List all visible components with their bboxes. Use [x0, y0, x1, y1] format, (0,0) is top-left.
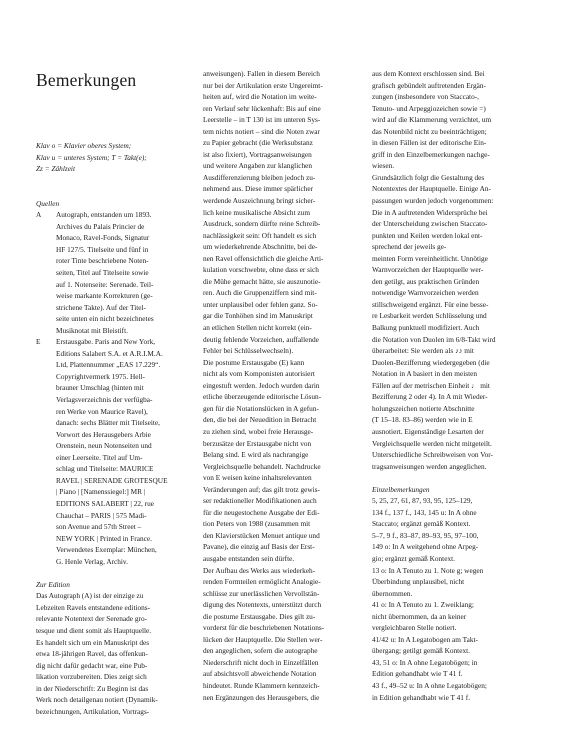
body-text-line: wird auf die Klammerung verzichtet, um: [372, 115, 492, 125]
body-text-line: berzusätze der Erstausgabe nicht von: [203, 438, 312, 448]
body-text-line: unter unplausibel oder fehlen ganz. So-: [203, 299, 318, 309]
source-e-line: Ltd, Plattennummer „EAS 17.229“.: [56, 360, 161, 370]
body-text-line: ser redaktioneller Modifikationen auch: [203, 496, 317, 506]
body-text-line: ausnotiert. Eigenständige Lesarten der: [372, 426, 484, 436]
body-text-line: Der Aufbau des Werks aus wiederkeh-: [203, 565, 316, 575]
body-text-line: den angeglichen, sofern die autographe: [203, 646, 318, 656]
body-text-line: ren. Auch die Gruppenziffern sind mit-: [203, 288, 317, 298]
source-e-line: Orenstein, neun Notenseiten und: [56, 441, 152, 451]
einzel-remark-line: übergang; getilgt gemäß Kontext.: [372, 646, 470, 656]
source-e-line: Erstausgabe. Paris and New York,: [56, 337, 156, 347]
edition-text-line: in der Niederschrift: Zu Beginn ist das: [36, 683, 149, 693]
body-text-line: passungen wurden jedoch vorgenommen:: [372, 196, 494, 206]
source-e-line: Verwendetes Exemplar: München,: [56, 545, 157, 555]
body-text-line: deutig fehlende Vorzeichen, auffallende: [203, 334, 319, 344]
body-text-line: um wiederkehrende Abschnitte, bei de-: [203, 242, 318, 252]
einzel-remark-line: 5–7, 9 f., 83–87, 89–93, 95, 97–100,: [372, 530, 479, 540]
source-e-entry: [36, 336, 194, 567]
body-text-line: kulation vorschwebte, ohne dass er sich: [203, 265, 319, 275]
body-text-line: die postume Erstausgabe. Dies gilt zu-: [203, 611, 316, 621]
source-e-line: brauner Umschlag (hinten mit: [56, 383, 144, 393]
legend-line: Klav u = unteres System; T = Takt(e);: [36, 152, 147, 162]
body-text-line: tem nichts notiert – sind die Noten zwar: [203, 126, 320, 136]
legend-line: Zz = Zählzeit: [36, 164, 75, 174]
edition-text-line: likation vorzubereiten. Dies zeigt sich: [36, 672, 147, 682]
body-text-line: die Notation von Duolen im 6/8-Takt wird: [372, 334, 496, 344]
source-e-line: ren Werke von Maurice Ravel),: [56, 406, 148, 416]
body-text-line: Balkung punktuell modifiziert. Auch: [372, 323, 480, 333]
body-text-line: Unterschiedliche Schreibweisen von Vor-: [372, 450, 493, 460]
source-e-line: | Piano | [Namenssiegel:] MR |: [56, 487, 146, 497]
body-text-line: Notation in A basiert in den meisten: [372, 369, 477, 379]
body-text-line: Vergleichsquelle werden nicht mitgeteilt.: [372, 438, 492, 448]
edition-text-line: bezeichnungen, Artikulation, Vortrags-: [36, 706, 150, 716]
body-text-line: nachlässigkeit sein: Oft handelt es sich: [203, 230, 317, 240]
body-text-line: schlüsse zur unerlässlichen Vervollstän-: [203, 588, 320, 598]
body-text-line: grafisch gebündelt auftretenden Ergän-: [372, 80, 486, 90]
body-text-line: Pavane), die einzig auf Basis der Erst-: [203, 542, 315, 552]
body-text-line: lücken der Hauptquelle. Die Stellen wer-: [203, 634, 323, 644]
body-text-line: nehmend aus. Diese immer spärlicher: [203, 184, 314, 194]
body-text-line: Veränderungen auf; das gilt trotz gewis-: [203, 484, 320, 494]
body-text-line: holungszeichen notierte Abschnitte: [372, 403, 475, 413]
body-text-line: zungen (insbesondere von Staccato-,: [372, 92, 479, 102]
body-text-line: nur bei der Artikulation erste Ungereimt-: [203, 80, 323, 90]
einzel-remark-line: übernommen.: [372, 588, 413, 598]
body-text-line: aus dem Kontext erschlossen sind. Bei: [372, 69, 485, 78]
body-text-line: und weitere Angaben zur klanglichen: [203, 161, 313, 171]
source-e-line: danach: sechs Blätter mit Titelseite,: [56, 418, 160, 428]
source-e-line: NEW YORK | Printed in France.: [56, 533, 152, 543]
edition-text-line: Lebzeiten Ravels entstandene editions-: [36, 602, 151, 612]
einzel-remark-line: 5, 25, 27, 61, 87, 93, 95, 125–129,: [372, 496, 473, 506]
body-text-line: Warnvorzeichen der Hauptquelle wer-: [372, 265, 484, 275]
source-e-line: Vorwort des Herausgebers Arbie: [56, 429, 151, 439]
edition-text-line: dig nicht dafür gedacht war, eine Pub-: [36, 660, 148, 670]
body-text-line: vorderst für die beschriebenen Notations-: [203, 623, 325, 633]
body-text-line: hindeutet. Runde Klammern kennzeich-: [203, 680, 320, 690]
body-text-line: re Lesbarkeit werden Schlüsselung und: [372, 311, 487, 321]
body-text-line: von E weisen keine inhaltsrelevanten: [203, 473, 312, 483]
einzel-remark-line: 43, 51 o: In A ohne Legatobögen; in: [372, 657, 478, 667]
body-text-line: ren Verlauf sehr lückenhaft: Bis auf eine: [203, 103, 321, 113]
edition-text-line: Werk noch detailgenau notiert (Dynamik-: [36, 695, 158, 705]
source-a-line: roter Tinte beschriebene Noten-: [56, 256, 149, 266]
body-text-line: nen Ravel offensichtlich die gleiche Arti-: [203, 253, 324, 263]
edition-text-line: etwa 18-jährigen Ravel, das offenkun-: [36, 649, 148, 659]
body-text-line: Ausdifferenzierung bleiben jedoch zu-: [203, 172, 316, 182]
source-e-line: Editions Salabert S.A. et A.R.I.M.A.: [56, 348, 163, 358]
body-text-line: lich keine musikalische Absicht zum: [203, 207, 310, 217]
source-label: A: [36, 210, 42, 220]
body-text-line: eingestuft werden. Jedoch wurden darin: [203, 380, 320, 390]
body-text-line: zu Papier gebracht (die Werksubstanz: [203, 138, 313, 148]
body-text-line: Fehler bei Schlüsselwechseln).: [203, 346, 294, 356]
einzel-remark-line: 149 o: In A weitgehend ohne Arpeg-: [372, 542, 479, 552]
source-e-line: einer Leerseite. Titel auf Um-: [56, 452, 143, 462]
body-text-line: Grundsätzlich folgt die Gestaltung des: [372, 172, 485, 182]
source-a-line: seiten, Titel auf Titelseite sowie: [56, 268, 149, 278]
body-text-line: gen für die Notationslücken in A gefun-: [203, 403, 319, 413]
column-3: [372, 68, 532, 703]
body-text-line: (T 15–18. 83–86) werden wie in E: [372, 415, 473, 425]
body-text-line: tion Peters von 1988 (zusammen mit: [203, 519, 311, 529]
einzel-remark-line: vergleichbaren Stelle notiert.: [372, 623, 457, 633]
einzel-remark-line: gio; ergänzt gemäß Kontext.: [372, 553, 455, 563]
sources-heading: Quellen: [36, 198, 60, 208]
source-a-line: Musiknotat mit Bleistift.: [56, 325, 128, 335]
source-label: E: [36, 337, 41, 347]
body-text-line: werdende Auszeichnung bringt sicher-: [203, 196, 316, 206]
source-e-line: son Avenue and 57th Street –: [56, 522, 142, 532]
source-e-line: schlag und Titelseite: MAURICE: [56, 464, 154, 474]
body-text-line: etliche überzeugende editorische Lösun-: [203, 392, 322, 402]
einzel-remark-line: Überbindung unplausibel, nicht: [372, 577, 465, 587]
source-a-line: Autograph, entstanden um 1893.: [56, 210, 152, 220]
body-text-line: Die in A auftretenden Widersprüche bei: [372, 207, 488, 217]
einzel-remark-line: 43 f., 49–52 u: In A ohne Legatobögen;: [372, 680, 487, 690]
body-text-line: sprechend der jeweils ge-: [372, 242, 447, 252]
body-text-line: griff in den Einzelbemerkungen nachge-: [372, 149, 490, 159]
edition-heading: Zur Edition: [36, 579, 70, 589]
einzel-remark-line: in Edition gehandhabt wie T 41 f.: [372, 692, 471, 702]
source-a-line: weise markante Korrekturen (ge-: [56, 291, 153, 301]
body-text-line: an etlichen Stellen nicht korrekt (ein-: [203, 323, 312, 333]
body-text-line: in diesen Fällen ist der editorische Ein-: [372, 138, 487, 148]
body-text-line: Niederschrift nicht doch in Einzelfällen: [203, 657, 319, 667]
legend-line: Klav o = Klavier oberes System;: [36, 141, 132, 150]
source-a-line: Monaco, Ravel-Fonds, Signatur: [56, 233, 150, 243]
edition-text-line: tesque und dient somit als Hauptquelle.: [36, 625, 152, 635]
einzel-heading: Einzelbemerkungen: [372, 484, 430, 494]
body-text-line: Ausdruck, sondern dürfte reine Schreib-: [203, 219, 321, 229]
source-e-line: EDITIONS SALABERT | 22, rue: [56, 498, 154, 508]
source-a-entry: [36, 209, 194, 336]
body-text-line: Vergleichsquelle behandelt. Nachdrucke: [203, 461, 321, 471]
source-e-line: RAVEL | SERENADE GROTESQUE: [56, 475, 168, 485]
body-text-line: für die neugestochene Ausgabe der Edi-: [203, 507, 320, 517]
body-text-line: den, die bei der Neuedition in Betracht: [203, 415, 317, 425]
body-text-line: anweisungen). Fallen in diesem Bereich: [203, 69, 320, 78]
body-text-line: Duolen-Bezifferung wiedergegeben (die: [372, 357, 490, 367]
einzel-remark-line: Edition gehandhabt wie T 41 f.: [372, 669, 463, 679]
body-text-line: wiesen.: [372, 161, 395, 171]
body-text-line: Leerstelle – in T 130 ist im unteren Sys-: [203, 115, 321, 125]
body-text-line: Fällen auf der metrischen Einheit ♩ mit: [372, 380, 490, 390]
source-a-line: HF 127/5. Titelseite und fünf in: [56, 244, 149, 254]
source-a-line: Archives du Palais Princier de: [56, 221, 145, 231]
body-text-line: der Unterscheidung zwischen Staccato-: [372, 219, 488, 229]
body-text-line: nicht als vom Komponisten autorisiert: [203, 369, 315, 379]
body-text-line: nen Ergänzungen des Herausgebers, die: [203, 692, 320, 702]
body-text-line: Die postume Erstausgabe (E) kann: [203, 357, 305, 367]
body-text-line: ausgabe entstanden sein dürfte.: [203, 553, 295, 563]
body-text-line: renden Formteilen ermöglicht Analogie-: [203, 577, 321, 587]
body-text-line: Belang sind. E wird als nachrangige: [203, 450, 309, 460]
body-text-line: Bezifferung 2 oder 4). In A mit Wieder-: [372, 392, 488, 402]
column-2: [203, 68, 361, 703]
source-e-line: Copyrightvermerk 1975. Hell-: [56, 371, 145, 381]
source-a-line: seite unten ein nicht bezeichnetes: [56, 314, 154, 324]
body-text-line: überarbeitet: Sie werden als ♪♪ mit: [372, 346, 474, 356]
body-text-line: gar die Tonhöhen sind im Manuskript: [203, 311, 313, 321]
body-text-line: digung des Notentexts, unterstützt durch: [203, 600, 322, 610]
source-e-line: G. Henle Verlag, Archiv.: [56, 556, 128, 566]
body-text-line: Notentextes der Hauptquelle. Einige An-: [372, 184, 491, 194]
source-e-line: Verlagsverzeichnis der verfügba-: [56, 395, 153, 405]
body-text-line: stillschweigend ergänzt. Für eine besse-: [372, 299, 489, 309]
einzel-remark-line: Staccato; ergänzt gemäß Kontext.: [372, 519, 471, 529]
einzel-remark-line: nicht übernommen, da an keiner: [372, 611, 467, 621]
einzel-remark-line: 41/42 u: In A Legatobogen am Takt-: [372, 634, 478, 644]
einzel-remark-line: 41 o: In A Tenuto zu 1. Zweiklang;: [372, 600, 474, 610]
edition-text-line: Das Autograph (A) ist der einzige zu: [36, 591, 144, 601]
body-text-line: punkten und Keilen werden lokal ent-: [372, 230, 483, 240]
body-text-line: die Mühe gemacht hätte, sie auszunotie-: [203, 276, 321, 286]
body-text-line: auf absichtsvoll abweichende Notation: [203, 669, 317, 679]
body-text-line: ist also fixiert), Vortragsanweisungen: [203, 149, 312, 159]
body-text-line: den getilgt, aus praktischen Gründen: [372, 276, 480, 286]
body-text-line: meinten Form vereinheitlicht. Unnötige: [372, 253, 488, 263]
body-text-line: Tenuto- und Arpeggiozeichen sowie =): [372, 103, 486, 113]
body-text-line: heiten auf, wird die Notation im weite-: [203, 92, 317, 102]
source-a-line: auf 1. Notenseite: Serenade. Teil-: [56, 279, 154, 289]
einzel-remark-line: 13 o: In A Tenuto zu 1. Note g; wegen: [372, 565, 484, 575]
edition-text-line: relevante Notentext der Serenade gro-: [36, 614, 148, 624]
column-1: [36, 140, 194, 717]
einzel-remark-line: 134 f., 137 f., 143, 145 u: In A ohne: [372, 507, 477, 517]
body-text-line: den Klavierstücken Menuet antique und: [203, 530, 320, 540]
page-title: Bemerkungen: [36, 70, 137, 90]
edition-text-line: Es handelt sich um ein Manuskript des: [36, 637, 150, 647]
body-text-line: zu ziehen sind, wobei freie Herausge-: [203, 426, 314, 436]
body-text-line: tragsanweisungen werden angeglichen.: [372, 461, 487, 471]
body-text-line: das Notenbild nicht zu beeinträchtigen;: [372, 126, 487, 136]
body-text-line: notwendige Warnvorzeichen werden: [372, 288, 479, 298]
source-e-line: Chauchat – PARIS | 575 Madi-: [56, 510, 147, 520]
source-a-line: strichene Takte). Auf der Titel-: [56, 302, 146, 312]
